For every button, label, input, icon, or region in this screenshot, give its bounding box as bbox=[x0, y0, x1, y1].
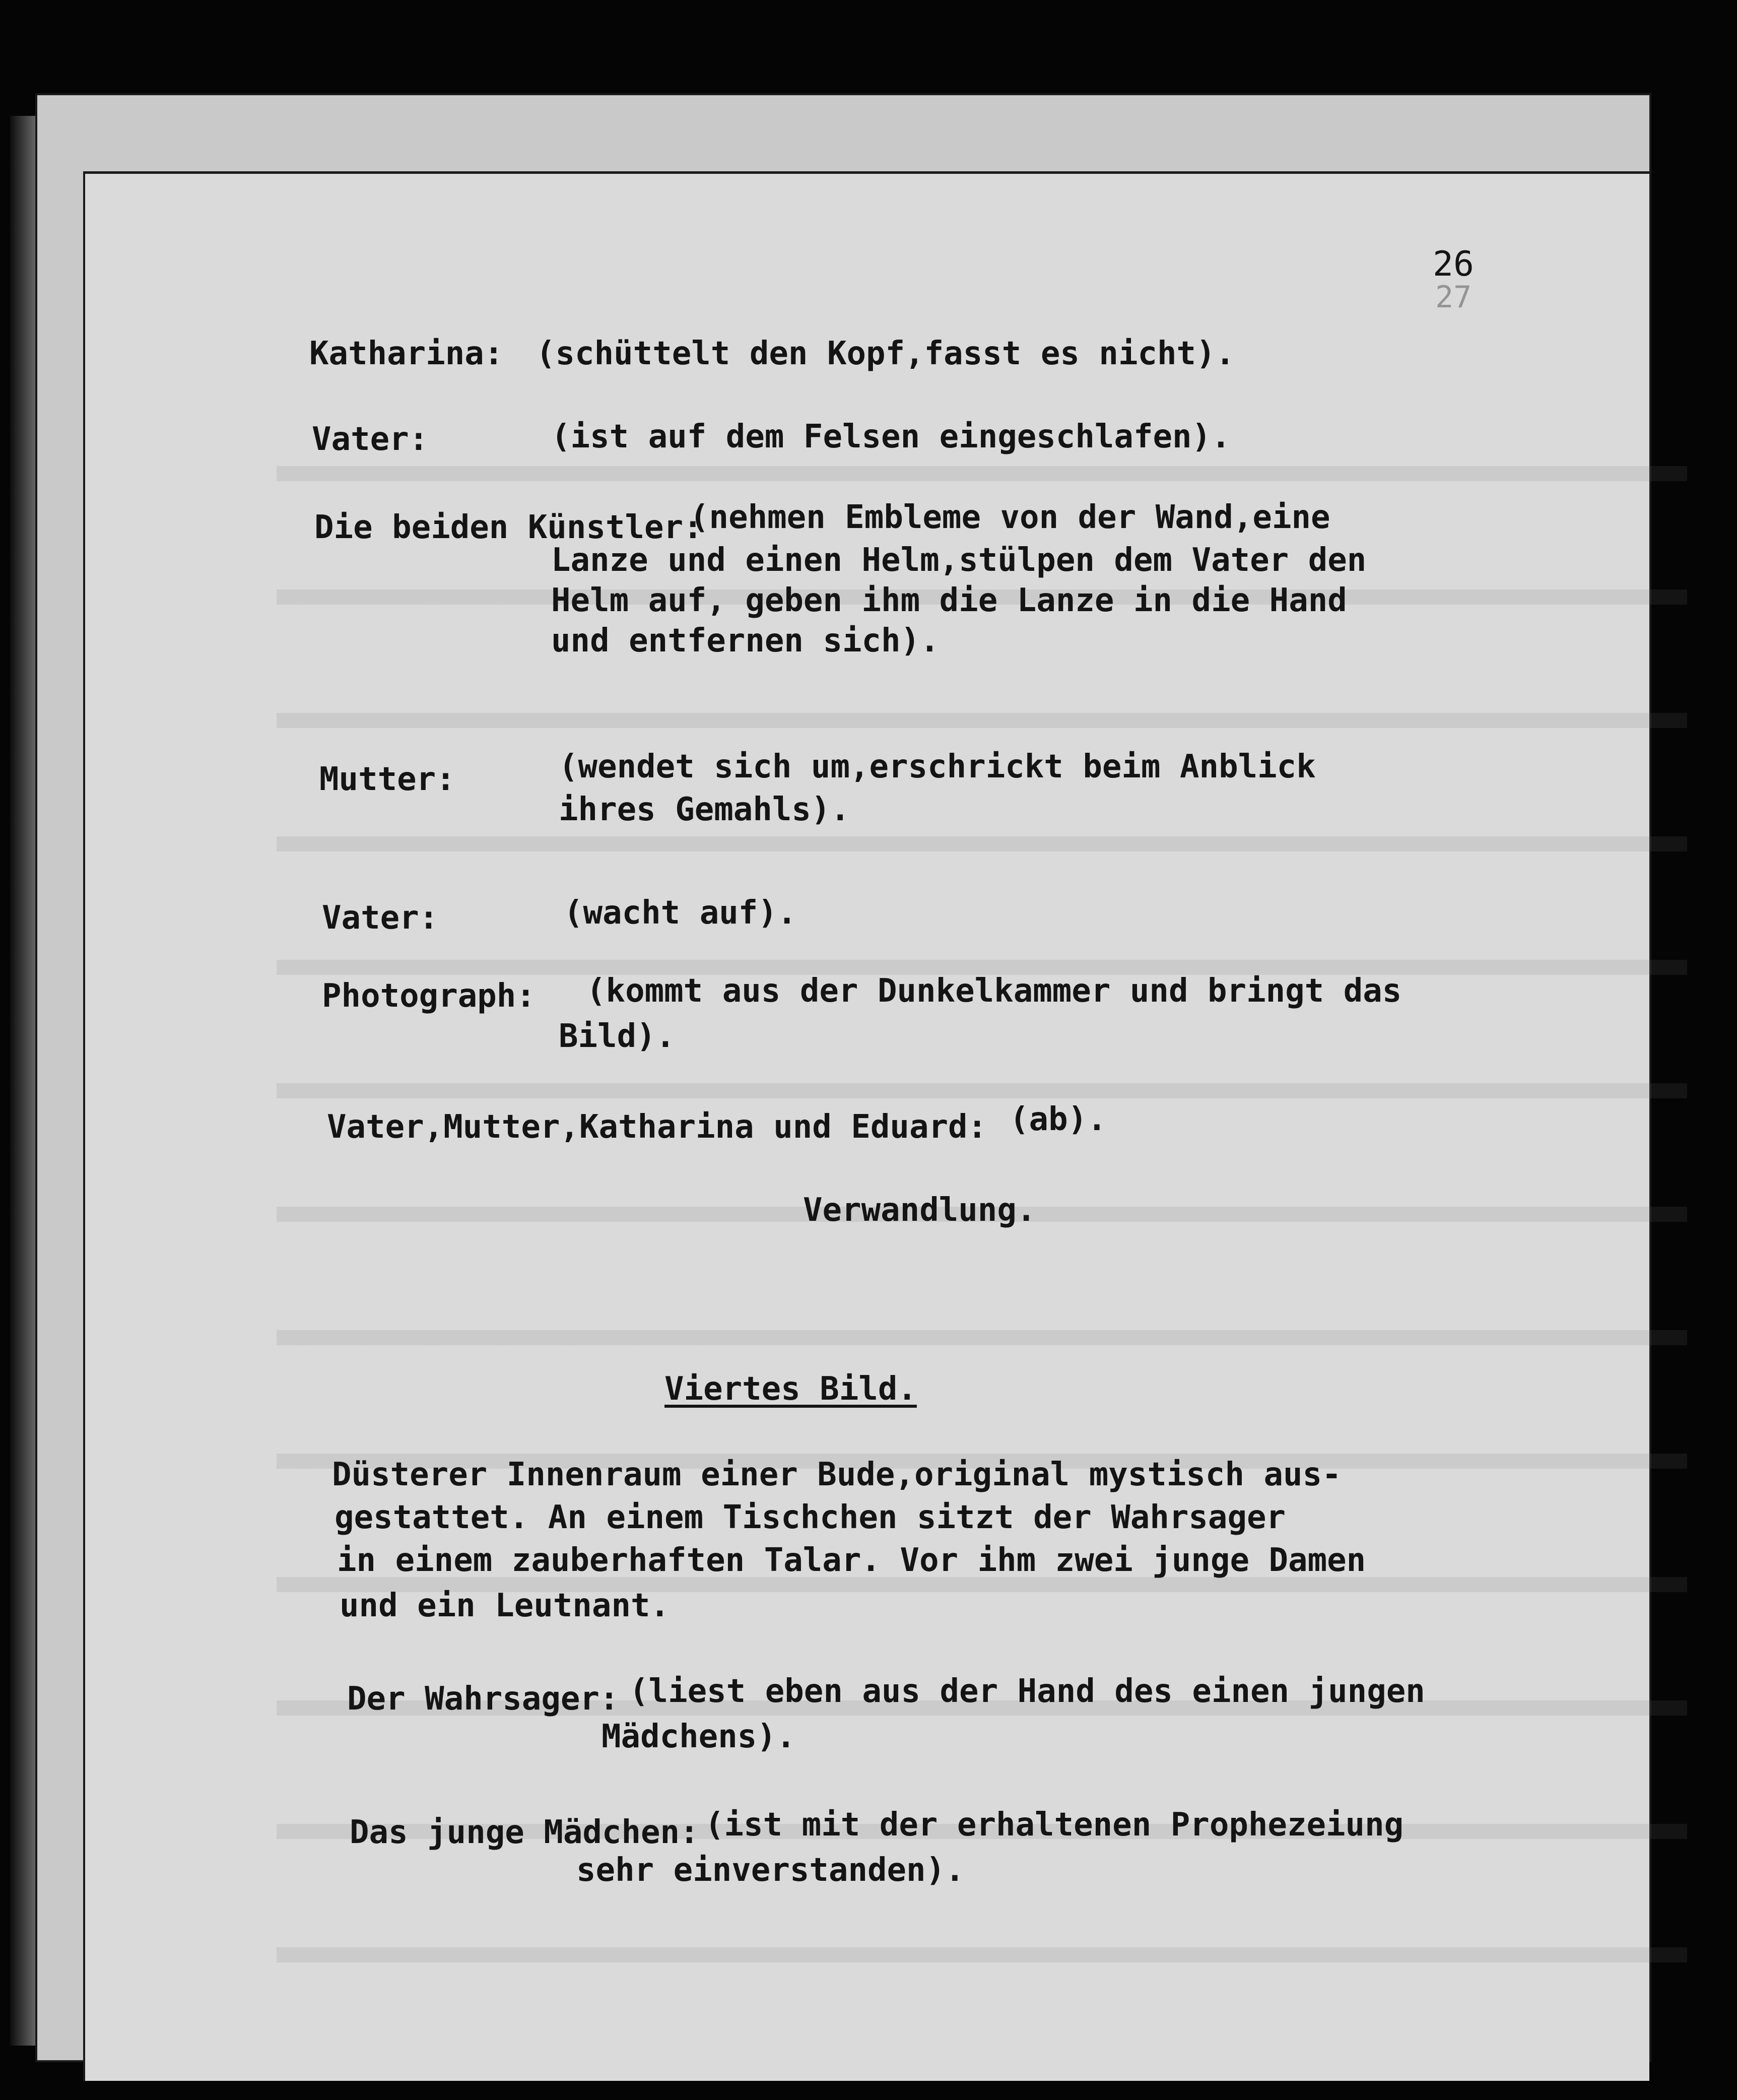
speaker-katharina: Katharina: bbox=[309, 335, 504, 372]
speaker-vater: Vater: bbox=[322, 899, 439, 937]
speaker-vater: Vater: bbox=[312, 421, 429, 458]
stage-direction: ihres Gemahls). bbox=[559, 791, 850, 828]
stage-direction: Mädchens). bbox=[602, 1718, 796, 1755]
speaker-mutter: Mutter: bbox=[319, 761, 455, 798]
scene-description-line: in einem zauberhaften Talar. Vor ihm zwei junge Damen bbox=[337, 1542, 1366, 1579]
stage-direction: und entfernen sich). bbox=[551, 622, 940, 660]
stage-direction: (nehmen Embleme von der Wand,eine bbox=[690, 499, 1330, 536]
speaker-wahrsager: Der Wahrsager: bbox=[347, 1680, 619, 1718]
speaker-group: Vater,Mutter,Katharina und Eduard: bbox=[327, 1108, 987, 1146]
scene-transition: Verwandlung. bbox=[803, 1192, 1036, 1229]
stage-direction: (kommt aus der Dunkelkammer und bringt das bbox=[586, 972, 1402, 1010]
stage-direction: Bild). bbox=[559, 1018, 676, 1055]
speaker-maedchen: Das junge Mädchen: bbox=[350, 1814, 699, 1851]
stage-direction: (schüttelt den Kopf,fasst es nicht). bbox=[536, 335, 1235, 372]
scene-heading: Viertes Bild. bbox=[664, 1370, 917, 1408]
scene-description-line: Düsterer Innenraum einer Bude,original mystisch aus- bbox=[332, 1456, 1342, 1493]
stage-direction: (ist auf dem Felsen eingeschlafen). bbox=[551, 418, 1231, 455]
stage-direction: Helm auf, geben ihm die Lanze in die Hand bbox=[551, 582, 1347, 619]
stage-direction: Lanze und einen Helm,stülpen dem Vater den bbox=[551, 542, 1367, 579]
stage-direction: sehr einverstanden). bbox=[576, 1852, 965, 1889]
stage-direction: (wacht auf). bbox=[564, 894, 797, 932]
page-number: 26 bbox=[1433, 244, 1474, 284]
stage-direction: (wendet sich um,erschrickt beim Anblick bbox=[559, 748, 1316, 785]
stage-direction: (ist mit der erhaltenen Prophezeiung bbox=[705, 1806, 1404, 1844]
faint-page-number: 27 bbox=[1435, 280, 1472, 315]
stage-direction: (ab). bbox=[1010, 1101, 1107, 1138]
typescript-page bbox=[83, 171, 1649, 2081]
speaker-photograph: Photograph: bbox=[322, 977, 536, 1015]
speaker-kuenstler: Die beiden Künstler: bbox=[314, 509, 703, 546]
stage-direction: (liest eben aus der Hand des einen jungen bbox=[629, 1673, 1425, 1710]
scene-description-line: gestattet. An einem Tischchen sitzt der Wahrsager bbox=[335, 1499, 1286, 1536]
scene-description-line: und ein Leutnant. bbox=[340, 1587, 670, 1624]
